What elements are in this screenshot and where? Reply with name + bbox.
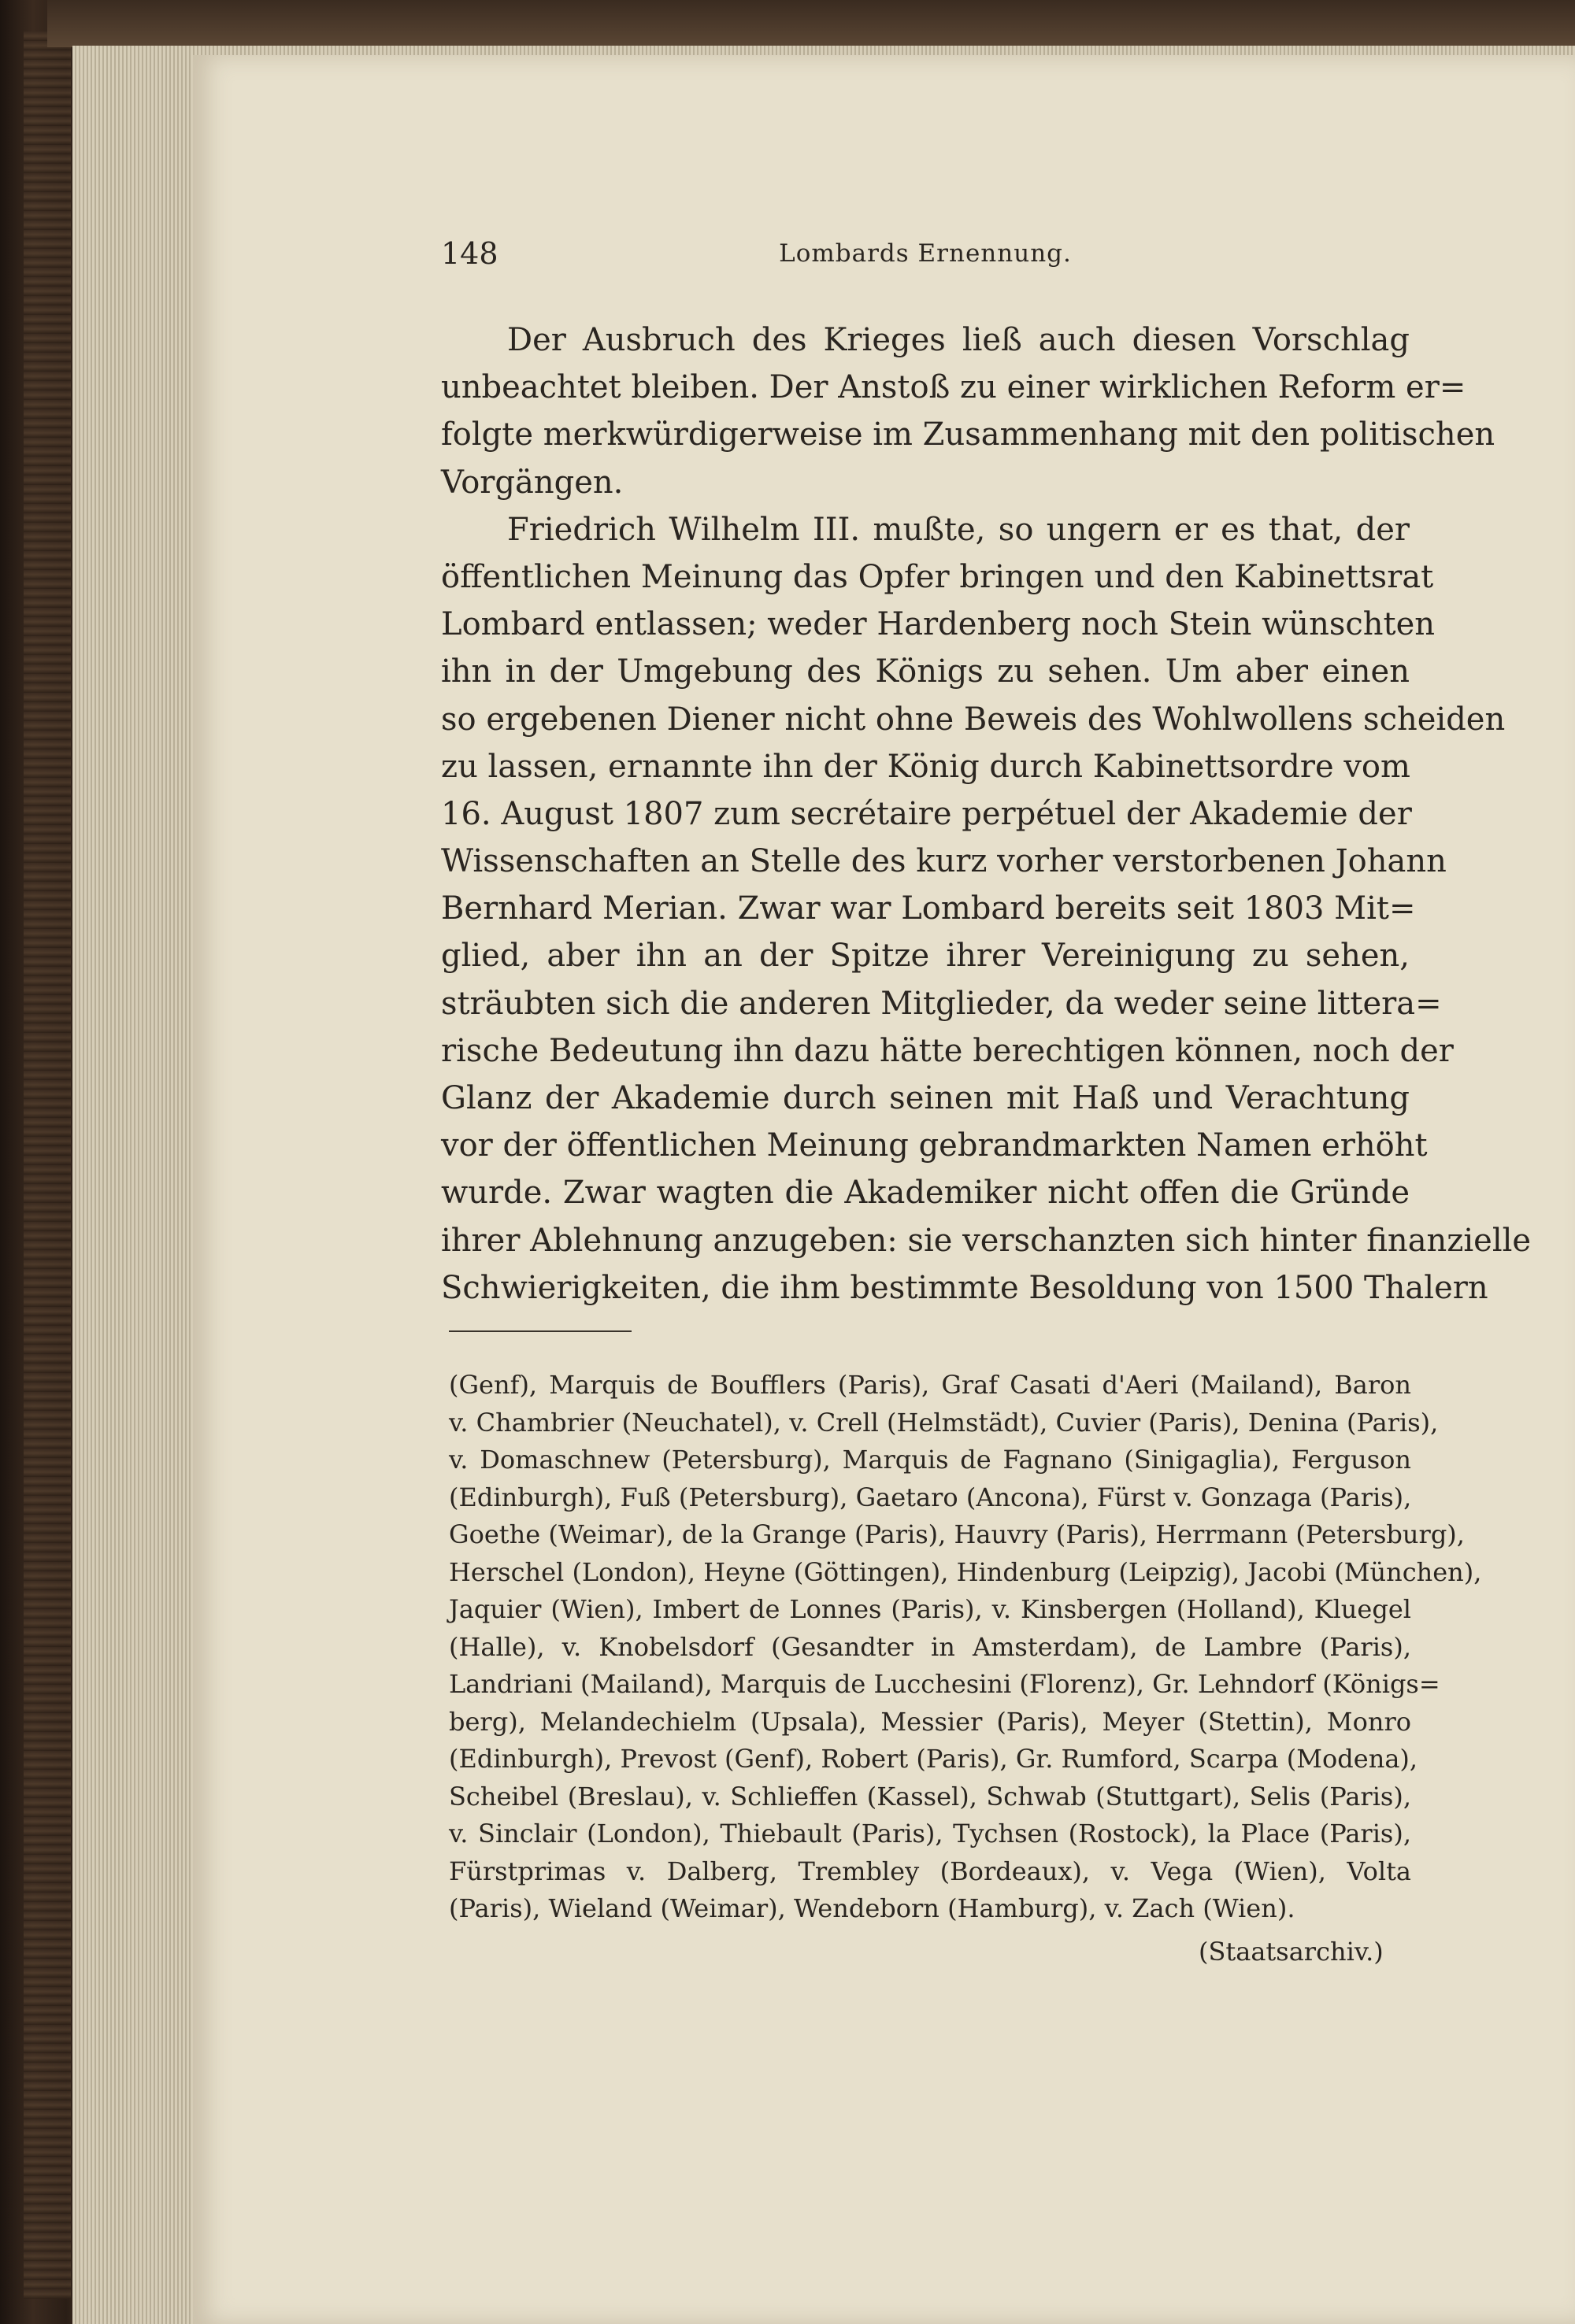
text-line: Lombard entlassen; weder Hardenberg noch Stein wünschten <box>441 606 1436 643</box>
text-line: 16. August 1807 zum secrétaire perpétuel der Akademie der <box>441 795 1412 832</box>
footnote-line: Herschel (London), Heyne (Göttingen), Hindenburg (Leipzig), Jacobi (München), <box>449 1556 1482 1587</box>
footnote-line: v. Domaschnew (Petersburg), Marquis de Fagnano (Sinigaglia), Ferguson <box>449 1445 1411 1475</box>
text-line: zu lassen, ernannte ihn der König durch Kabinettsordre vom <box>441 748 1410 785</box>
book-top-edge <box>47 0 1575 47</box>
text-line: Vorgängen. <box>441 464 624 501</box>
text-line: Der Ausbruch des Krieges ließ auch diesen Vorschlag <box>507 322 1410 358</box>
text-line: folgte merkwürdigerweise im Zusammenhang mit den politischen <box>441 416 1495 453</box>
text-line: so ergebenen Diener nicht ohne Beweis des Wohlwollens scheiden <box>441 701 1506 738</box>
footnote-line: (Genf), Marquis de Boufflers (Paris), Graf Casati d'Aeri (Mailand), Baron <box>449 1370 1411 1400</box>
book-spine <box>24 31 71 2299</box>
text-line: rische Bedeutung ihn dazu hätte berechtigen können, noch der <box>441 1032 1454 1069</box>
footnote-line: Jaquier (Wien), Imbert de Lonnes (Paris), v. Kinsbergen (Holland), Kluegel <box>449 1594 1411 1624</box>
text-line: Schwierigkeiten, die ihm bestimmte Besoldung von 1500 Thalern <box>441 1269 1488 1306</box>
footnote <box>449 1367 1482 1928</box>
text-line: ihrer Ablehnung anzugeben: sie verschanzten sich hinter finanzielle <box>441 1222 1532 1259</box>
footnote-line: (Edinburgh), Fuß (Petersburg), Gaetaro (Ancona), Fürst v. Gonzaga (Paris), <box>449 1482 1412 1512</box>
body-text <box>441 316 1532 1312</box>
footnote-line: v. Chambrier (Neuchatel), v. Crell (Helmstädt), Cuvier (Paris), Denina (Paris), <box>449 1407 1439 1438</box>
text-line: ihn in der Umgebung des Königs zu sehen. Um aber einen <box>441 653 1410 690</box>
footnote-line: Fürstprimas v. Dalberg, Trembley (Bordeaux), v. Vega (Wien), Volta <box>449 1856 1411 1886</box>
text-line: Bernhard Merian. Zwar war Lombard bereits seit 1803 Mit= <box>441 890 1416 927</box>
page-header <box>441 236 1410 283</box>
text-line: glied, aber ihn an der Spitze ihrer Vereinigung zu sehen, <box>441 938 1410 975</box>
footnote-line: v. Sinclair (London), Thiebault (Paris), Tychsen (Rostock), la Place (Paris), <box>449 1819 1411 1848</box>
text-line: öffentlichen Meinung das Opfer bringen und den Kabinettsrat <box>441 558 1434 595</box>
text-line: wurde. Zwar wagten die Akademiker nicht offen die Gründe <box>441 1175 1410 1212</box>
footnote-line: Goethe (Weimar), de la Grange (Paris), Hauvry (Paris), Herrmann (Petersburg), <box>449 1519 1465 1549</box>
footnote-line: (Halle), v. Knobelsdorf (Gesandter in Amsterdam), de Lambre (Paris), <box>449 1631 1411 1662</box>
text-line: Friedrich Wilhelm III. mußte, so ungern er es that, der <box>507 511 1410 548</box>
footnote-line: berg), Melandechielm (Upsala), Messier (Paris), Meyer (Stettin), Monro <box>449 1706 1411 1737</box>
footnote-line: (Paris), Wieland (Weimar), Wendeborn (Hamburg), v. Zach (Wien). <box>449 1893 1295 1923</box>
footnote-line: Landriani (Mailand), Marquis de Lucchesini (Florenz), Gr. Lehndorf (Königs= <box>449 1669 1440 1699</box>
text-line: Wissenschaften an Stelle des kurz vorher verstorbenen Johann <box>441 843 1447 880</box>
text-line: Glanz der Akademie durch seinen mit Haß und Verachtung <box>441 1080 1410 1116</box>
running-title: Lombards Ernennung. <box>779 239 1072 268</box>
footnote-line: (Edinburgh), Prevost (Genf), Robert (Paris), Gr. Rumford, Scarpa (Modena), <box>449 1744 1418 1774</box>
footnote-divider <box>449 1330 632 1332</box>
text-line: unbeachtet bleiben. Der Anstoß zu einer wirklichen Reform er= <box>441 369 1466 406</box>
footnote-line: Scheibel (Breslau), v. Schlieffen (Kassel), Schwab (Stuttgart), Selis (Paris), <box>449 1781 1411 1811</box>
page-number: 148 <box>441 236 498 271</box>
text-line: vor der öffentlichen Meinung gebrandmarkten Namen erhöht <box>441 1127 1428 1164</box>
text-line: sträubten sich die anderen Mitglieder, da weder seine littera= <box>441 985 1442 1022</box>
footnote-source: (Staatsarchiv.) <box>1199 1937 1384 1967</box>
